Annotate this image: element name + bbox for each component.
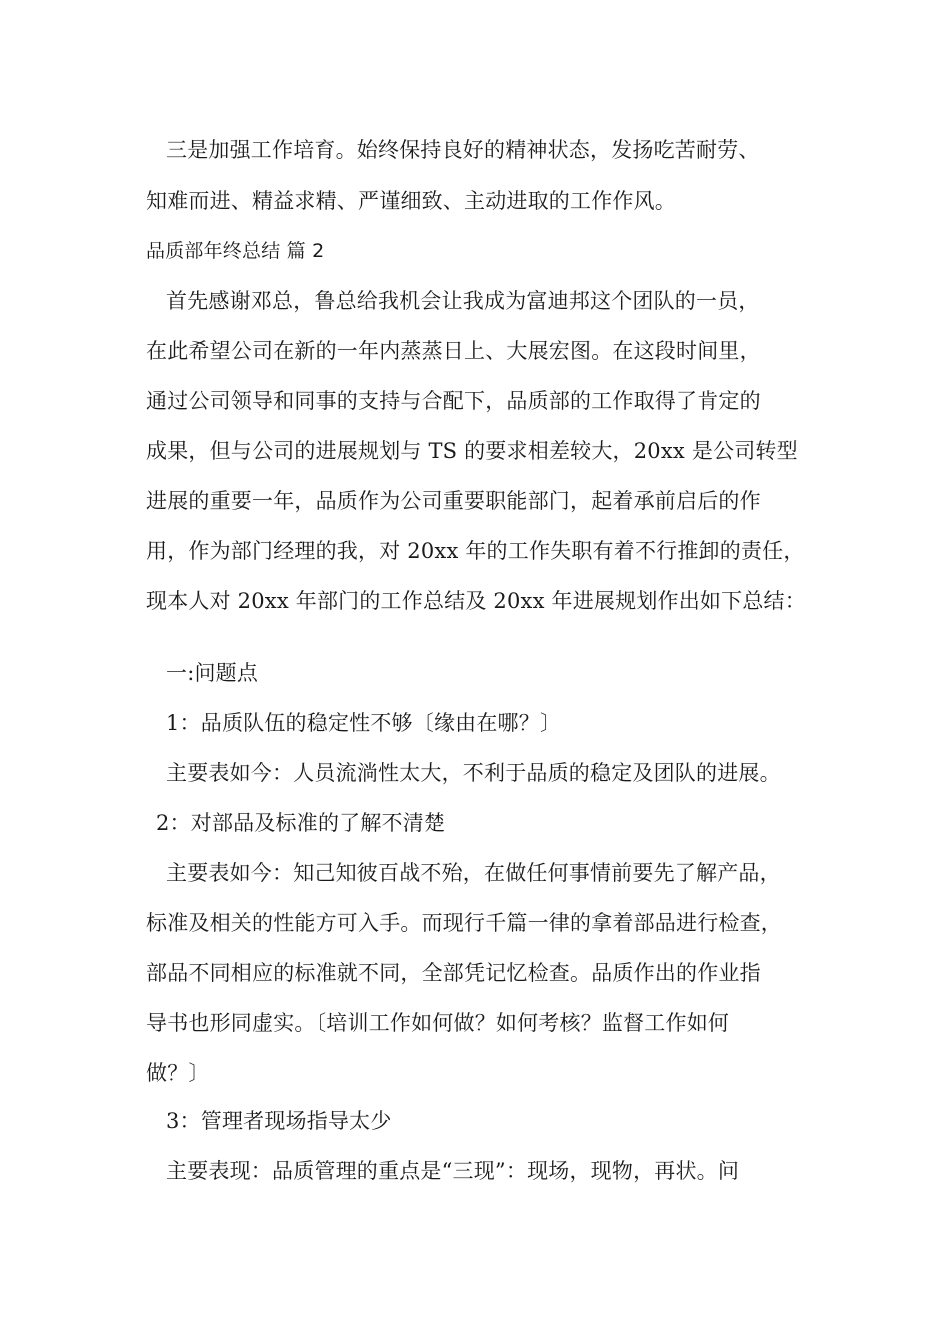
paragraph-line: 标准及相关的性能方可入手。而现行千篇一律的拿着部品进行检查， (146, 911, 782, 935)
paragraph-line: 首先感谢邓总，鲁总给我机会让我成为富迪邦这个团队的一员， (166, 289, 760, 313)
paragraph-line: 进展的重要一年，品质作为公司重要职能部门，起着承前启后的作 (146, 489, 761, 513)
problem-item-title: 2：对部品及标准的了解不清楚 (156, 811, 446, 835)
paragraph-line: 在此希望公司在新的一年内蒸蒸日上、大展宏图。在这段时间里， (146, 339, 761, 363)
problem-heading: 一:问题点 (166, 661, 259, 685)
paragraph-line: 部品不同相应的标准就不同，全部凭记忆检查。品质作出的作业指 (146, 961, 761, 985)
paragraph-line: 成果，但与公司的进展规划与 TS 的要求相差较大，20xx 是公司转型 (146, 439, 798, 463)
paragraph-line: 主要表如今：人员流淌性太大，不利于品质的稳定及团队的进展。 (166, 761, 781, 785)
paragraph-line: 主要表如今：知己知彼百战不殆，在做任何事情前要先了解产品， (166, 861, 781, 885)
paragraph-line: 主要表现：品质管理的重点是“三现”：现场，现物，再状。问 (166, 1159, 740, 1183)
paragraph-line: 三是加强工作培育。始终保持良好的精神状态，发扬吃苦耐劳、 (166, 138, 760, 162)
paragraph-line: 知难而进、精益求精、严谨细致、主动进取的工作作风。 (146, 189, 676, 213)
paragraph-line: 做？〕 (146, 1061, 210, 1085)
paragraph-line: 用，作为部门经理的我，对 20xx 年的工作失职有着不行推卸的责任， (146, 539, 805, 563)
paragraph-line: 现本人对 20xx 年部门的工作总结及 20xx 年进展规划作出如下总结： (146, 589, 806, 613)
problem-item-title: 3：管理者现场指导太少 (166, 1109, 392, 1133)
paragraph-line: 导书也形同虚实。〔培训工作如何做？如何考核？监督工作如何 (146, 1011, 730, 1035)
paragraph-line: 通过公司领导和同事的支持与合配下，品质部的工作取得了肯定的 (146, 389, 761, 413)
section-heading: 品质部年终总结 篇 2 (146, 240, 325, 262)
problem-item-title: 1：品质队伍的稳定性不够〔缘由在哪？〕 (166, 711, 562, 735)
